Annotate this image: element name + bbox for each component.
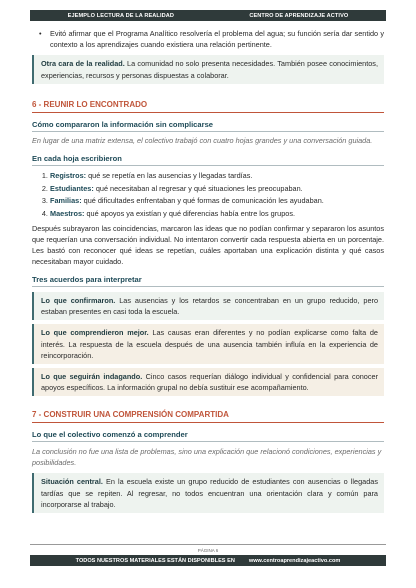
section-7-intro: La conclusión no fue una lista de problemas, sino una explicación que relacionó condiciones, experiencias y posibilidades. — [32, 446, 382, 468]
list-item: 4. Maestros: qué apoyos ya existían y qué diferencias había entre los grupos. — [50, 208, 384, 221]
footer-text: TODOS NUESTROS MATERIALES ESTÁN DISPONIBLES EN — [75, 557, 235, 564]
agreement-callout: Lo que confirmaron. Las ausencias y los retardos se concentraban en un grupo reducido, pero estaban presentes en casi toda la escuela. — [32, 292, 384, 320]
list-item: 3. Familias: qué dificultades enfrentaban y qué formas de comunicación les ayudaban. — [50, 195, 384, 208]
list-item: 2. Estudiantes: qué necesitaban al regresar y qué situaciones les preocupaban. — [50, 183, 384, 196]
callout-text: La comunidad no solo presenta necesidades. También posee conocimientos, experiencias, recursos y personas dispuestas a colaborar. — [41, 59, 378, 80]
header-bar — [30, 10, 386, 21]
list-item: 1. Registros: qué se repetía en las ausencias y llegadas tardías. — [50, 170, 384, 183]
agreements-heading: Tres acuerdos para interpretar — [32, 275, 142, 285]
bullet-item — [38, 28, 384, 50]
callout-lead: Otra cara de la realidad. — [41, 59, 125, 69]
central-situation-callout: Situación central. En la escuela existe un grupo reducido de estudiantes con ausencias o llegadas tardías que se repiten. Al regresar, no todos encuentran una orientación clara y común para incorporarse al trabajo. — [32, 473, 384, 513]
subtitle-underline — [32, 165, 384, 166]
page-number: PÁGINA 6 — [197, 548, 219, 553]
section-7-subtitle: Lo que el colectivo comenzó a comprender — [32, 430, 188, 440]
footer-bar — [30, 555, 386, 566]
bullet-dot-icon: • — [39, 29, 42, 38]
section-6-intro: En lugar de una matriz extensa, el colectivo trabajó con cuatro hojas grandes y una conversación guiada. — [32, 136, 373, 146]
section-6-subtitle: Cómo compararon la información sin complicarse — [32, 119, 214, 129]
section-divider — [32, 422, 384, 423]
agreement-callout: Lo que seguirán indagando. Cinco casos requerían diálogo individual y confidencial para conocer apoyos específicos. La información grupal no debía sustituir ese acompañamiento. — [32, 368, 384, 396]
section-7-title: 7 - CONSTRUIR UNA COMPRENSIÓN COMPARTIDA — [32, 410, 229, 420]
footer-divider — [30, 544, 386, 545]
section-divider — [32, 112, 384, 113]
section-6-title: 6 - REUNIR LO ENCONTRADO — [32, 99, 148, 109]
reality-callout — [32, 55, 384, 83]
footer-link[interactable]: www.centroaprendizajeactivo.com — [248, 557, 341, 564]
header-left: EJEMPLO LECTURA DE LA REALIDAD — [67, 12, 175, 19]
agreement-callout: Lo que comprendieron mejor. Las causas eran diferentes y no podían explicarse como falta de interés. La respuesta de la escuela después de una ausencia también influía en la experiencia de reincorporación. — [32, 324, 384, 364]
bullet-text: Evitó afirmar que el Programa Analítico resolvería el problema del agua; su función sería dar sentido y contexto a los aprendizajes cuando existiera una relación pertinente. — [50, 29, 384, 50]
section-6-paragraph: Después subrayaron las coincidencias, marcaron las ideas que no podían confirmar y separaron los asuntos que requerían una conversación individual. No intentaron convertir cada respuesta abierta en un porcentaje. Les bastó con reconocer qué ideas se repetían, cuáles aportaban una explicación distinta y qué casos necesitaban mayor cuidado. — [32, 223, 384, 267]
sheets-list — [50, 170, 384, 220]
subtitle-underline — [32, 286, 384, 287]
header-right: CENTRO DE APRENDIZAJE ACTIVO — [249, 12, 349, 19]
list-heading: En cada hoja escribieron — [32, 153, 122, 163]
subtitle-underline — [32, 441, 384, 442]
page-content — [32, 28, 384, 513]
subtitle-underline — [32, 131, 384, 132]
